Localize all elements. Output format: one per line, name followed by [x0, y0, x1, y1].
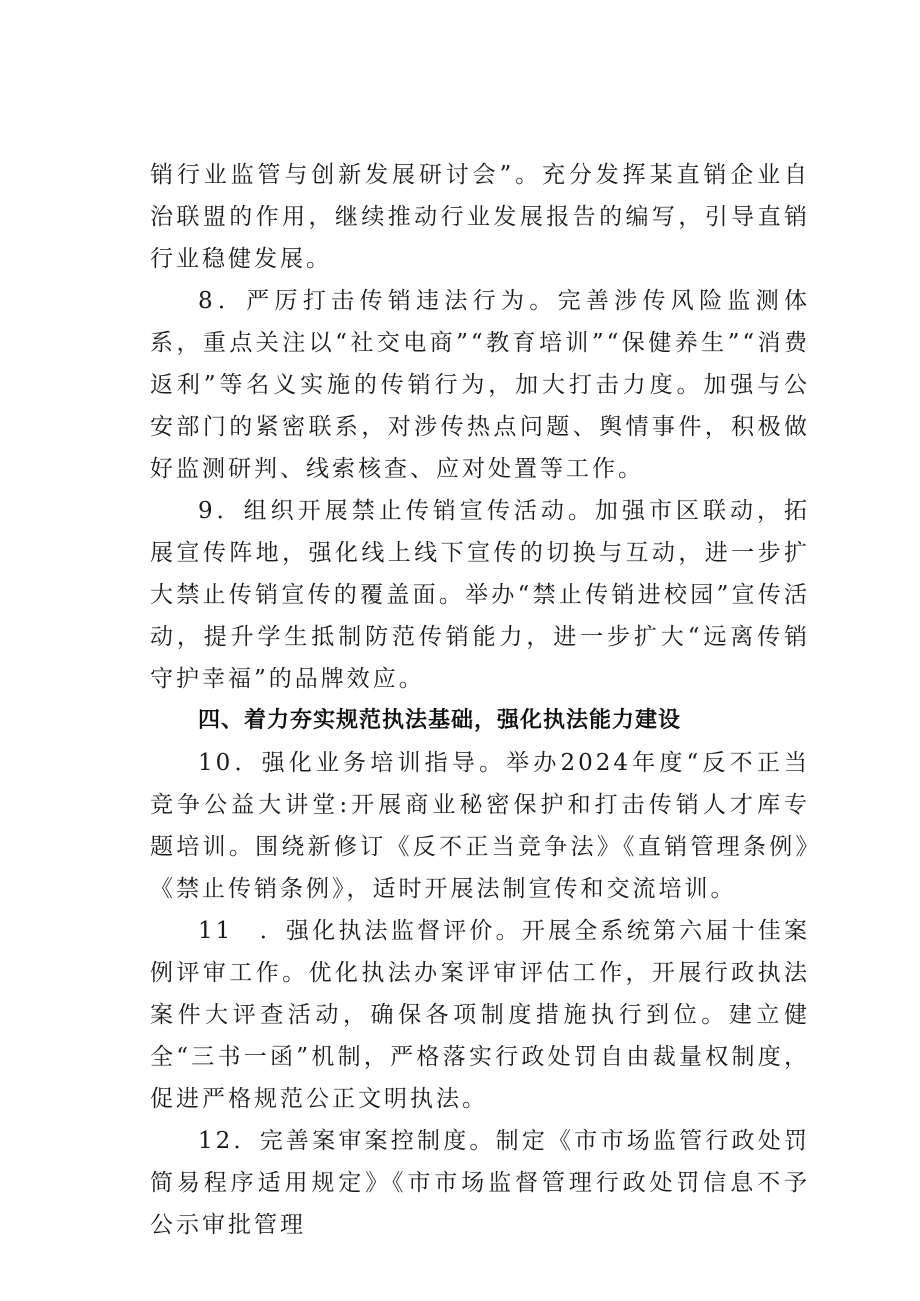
paragraph-item-8: 8．严厉打击传销违法行为。完善涉传风险监测体系，重点关注以“社交电商”“教育培训”“保健养生”“消费返利”等名义实施的传销行为，加大打击力度。加强与公安部门的紧密联系，对涉传热点问题、舆情事件，积极做好监测研判、线索核查、应对处置等工作。 [150, 288, 810, 482]
paragraph-item-11: 11 ．强化执法监督评价。开展全系统第六届十佳案例评审工作。优化执法办案评审评估工作，开展行政执法案件大评查活动，确保各项制度措施执行到位。建立健全“三书一函”机制，严格落实行政处罚自由裁量权制度，促进严格规范公正文明执法。 [150, 918, 810, 1112]
paragraph-continued: 销行业监管与创新发展研讨会”。充分发挥某直销企业自治联盟的作用，继续推动行业发展报告的编写，引导直销行业稳健发展。 [150, 162, 810, 272]
section-heading: 四、着力夯实规范执法基础，强化执法能力建设 [198, 708, 682, 733]
paragraph-item-9: 9．组织开展禁止传销宣传活动。加强市区联动，拓展宣传阵地，强化线上线下宣传的切换与互动，进一步扩大禁止传销宣传的覆盖面。举办“禁止传销进校园”宣传活动，提升学生抵制防范传销能力，进一步扩大“远离传销守护幸福”的品牌效应。 [150, 498, 810, 692]
paragraph-item-12: 12．完善案审案控制度。制定《市市场监管行政处罚简易程序适用规定》《市市场监督管理行政处罚信息不予公示审批管理 [150, 1128, 810, 1238]
paragraph-item-10: 10．强化业务培训指导。举办2024年度“反不正当竞争公益大讲堂:开展商业秘密保护和打击传销人才库专题培训。围绕新修订《反不正当竞争法》《直销管理条例》《禁止传销条例》，适时开展法制宣传和交流培训。 [150, 750, 810, 902]
document-body [150, 154, 810, 1246]
